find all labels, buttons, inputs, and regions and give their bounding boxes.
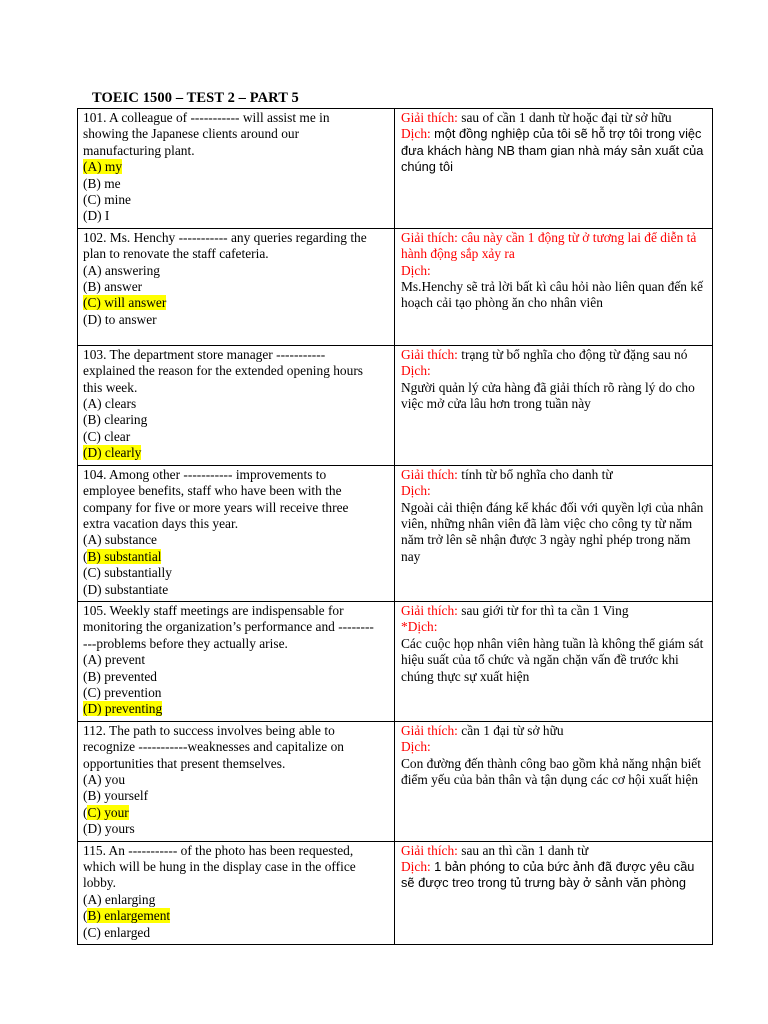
correct-answer-highlight: B) enlargement xyxy=(87,908,171,924)
explain-label: Giải thích: xyxy=(401,842,458,858)
explain-label: Giải thích: xyxy=(401,229,458,245)
option-d xyxy=(83,445,389,461)
option-b: (B) prevented xyxy=(83,668,157,684)
table-row xyxy=(78,601,713,721)
question-stem-line: 104. Among other ----------- improvements to xyxy=(83,466,327,482)
translate-label: Dịch: xyxy=(401,739,431,755)
option-d xyxy=(83,701,389,717)
correct-answer-highlight: (A) my xyxy=(83,159,123,175)
option-b: (B) clearing xyxy=(83,412,148,428)
question-table xyxy=(77,108,713,945)
option-a: (A) you xyxy=(83,772,126,787)
table-row xyxy=(78,228,713,345)
question-stem-line: this week. xyxy=(83,379,138,395)
translate-label: Dịch: xyxy=(401,126,431,142)
table-row xyxy=(78,345,713,465)
option-c: (C) enlarged xyxy=(83,924,151,940)
question-stem-line: 112. The path to success involves being able to xyxy=(83,722,335,738)
explain-text: tính từ bổ nghĩa cho danh từ xyxy=(461,466,613,482)
translate-label: Dịch: xyxy=(401,262,431,278)
page-title: TOEIC 1500 – TEST 2 – PART 5 xyxy=(92,90,299,106)
option-a: (A) substance xyxy=(83,532,157,548)
translate-label: Dịch: xyxy=(401,363,431,379)
translate-text: một đồng nghiệp của tôi sẽ hỗ trợ tôi trong việc đưa khách hàng NB tham gian nhà máy sản xuất của chúng tôi xyxy=(401,126,704,175)
question-cell xyxy=(78,841,395,944)
option-a: (A) answering xyxy=(83,262,160,278)
question-stem-line: 102. Ms. Henchy ----------- any queries regarding the xyxy=(83,229,367,245)
explain-label: Giải thích: xyxy=(401,722,458,738)
option-b: (B) substantial xyxy=(83,548,162,564)
question-stem-line: company for five or more years will receive three xyxy=(83,499,349,515)
translate-label: Dịch: xyxy=(401,483,431,499)
option-c: (C) mine xyxy=(83,192,131,208)
question-stem-line: lobby. xyxy=(83,875,116,891)
translate-text: Các cuộc họp nhân viên hàng tuần là không thể giám sát hiệu suất của tổ chức và ngăn chặn vấn đề trước khi chúng thực sự xuất hiện xyxy=(401,635,704,684)
explain-text: cần 1 đại từ sở hữu xyxy=(461,722,564,738)
table-row xyxy=(78,109,713,229)
table-row xyxy=(78,841,713,944)
question-cell xyxy=(78,345,395,465)
explanation-cell xyxy=(395,601,713,721)
option-a xyxy=(83,159,389,175)
question-stem-line: ---problems before they actually arise. xyxy=(83,635,288,651)
correct-answer-highlight: (C) will answer xyxy=(83,295,167,311)
question-stem-line: explained the reason for the extended opening hours xyxy=(83,363,363,379)
option-b: (B) me xyxy=(83,175,121,191)
option-a: (A) prevent xyxy=(83,652,146,668)
question-stem-line: which will be hung in the display case in the office xyxy=(83,859,356,875)
option-d: (D) substantiate xyxy=(83,581,169,597)
translate-text: Con đường đến thành công bao gồm khả năng nhận biết điểm yếu của bản thân và tận dụng các cơ hội xuất hiện xyxy=(401,755,701,787)
explain-text: câu này cần 1 động từ ở tương lai để diễn tả hành động sắp xảy ra xyxy=(401,229,697,262)
option-d: (D) I xyxy=(83,208,110,224)
question-stem-line: 101. A colleague of ----------- will assist me in xyxy=(83,110,330,125)
translate-label: Dịch: xyxy=(401,859,431,875)
option-c xyxy=(83,295,389,311)
explanation-cell xyxy=(395,721,713,841)
explain-text: sau giới từ for thì ta cần 1 Ving xyxy=(461,602,629,618)
question-cell xyxy=(78,721,395,841)
option-c: (C) your xyxy=(83,804,129,820)
translate-text: Người quản lý cửa hàng đã giải thích rõ ràng lý do cho việc mở cửa lâu hơn trong tuần này xyxy=(401,379,695,412)
option-c: (C) substantially xyxy=(83,565,172,581)
explanation-cell xyxy=(395,345,713,465)
option-c: (C) clear xyxy=(83,428,131,444)
explanation-cell xyxy=(395,228,713,345)
translate-label: *Dịch: xyxy=(401,619,438,635)
option-a: (A) enlarging xyxy=(83,891,156,907)
question-stem-line: 105. Weekly staff meetings are indispensable for xyxy=(83,602,344,618)
question-stem-line: employee benefits, staff who have been with the xyxy=(83,483,342,499)
correct-answer-highlight: C) your xyxy=(87,804,129,820)
question-cell xyxy=(78,601,395,721)
explain-label: Giải thích: xyxy=(401,602,458,618)
question-stem-line: plan to renovate the staff cafeteria. xyxy=(83,246,269,262)
explain-label: Giải thích: xyxy=(401,110,458,125)
question-stem-line: manufacturing plant. xyxy=(83,142,195,158)
question-cell xyxy=(78,465,395,601)
option-b: (B) answer xyxy=(83,279,143,295)
explain-text: sau an thì cần 1 danh từ xyxy=(461,842,589,858)
explain-text: sau of cần 1 danh từ hoặc đại từ sở hữu xyxy=(461,110,672,125)
option-d: (D) yours xyxy=(83,821,135,837)
option-b: (B) enlargement xyxy=(83,908,171,924)
table-row xyxy=(78,465,713,601)
question-stem-line: extra vacation days this year. xyxy=(83,515,239,531)
question-stem-line: recognize -----------weaknesses and capitalize on xyxy=(83,739,344,755)
translate-text: Ms.Henchy sẽ trả lời bất kì câu hỏi nào liên quan đến kế hoạch cải tạo phòng ăn cho nhân viên xyxy=(401,279,703,311)
correct-answer-highlight: B) substantial xyxy=(87,548,162,564)
explanation-cell xyxy=(395,465,713,601)
explain-text: trạng từ bổ nghĩa cho động từ đặng sau nó xyxy=(461,346,688,362)
translate-text: 1 bản phóng to của bức ảnh đã được yêu cầu sẽ được treo trong tủ trưng bày ở sảnh văn phòng xyxy=(401,859,695,891)
explanation-cell xyxy=(395,109,713,229)
correct-answer-highlight: (D) preventing xyxy=(83,701,163,717)
option-a: (A) clears xyxy=(83,396,137,412)
option-b: (B) yourself xyxy=(83,788,149,804)
question-cell xyxy=(78,228,395,345)
question-stem-line: showing the Japanese clients around our xyxy=(83,126,300,142)
table-row xyxy=(78,721,713,841)
question-stem-line: 115. An ----------- of the photo has been requested, xyxy=(83,842,354,858)
question-cell xyxy=(78,109,395,229)
option-d: (D) to answer xyxy=(83,311,157,327)
explain-label: Giải thích: xyxy=(401,346,458,362)
translate-text: Ngoài cải thiện đáng kể khác đối với quyền lợi của nhân viên, những nhân viên đã làm việc cho công ty từ năm năm trở lên sẽ nhận được 3 ngày nghỉ phép trong năm nay xyxy=(401,499,704,564)
explain-label: Giải thích: xyxy=(401,466,458,482)
question-stem-line: monitoring the organization’s performance and -------- xyxy=(83,619,374,635)
explanation-cell xyxy=(395,841,713,944)
question-stem-line: opportunities that present themselves. xyxy=(83,755,286,771)
option-c: (C) prevention xyxy=(83,684,162,700)
correct-answer-highlight: (D) clearly xyxy=(83,445,142,461)
question-stem-line: 103. The department store manager ----------- xyxy=(83,346,326,362)
